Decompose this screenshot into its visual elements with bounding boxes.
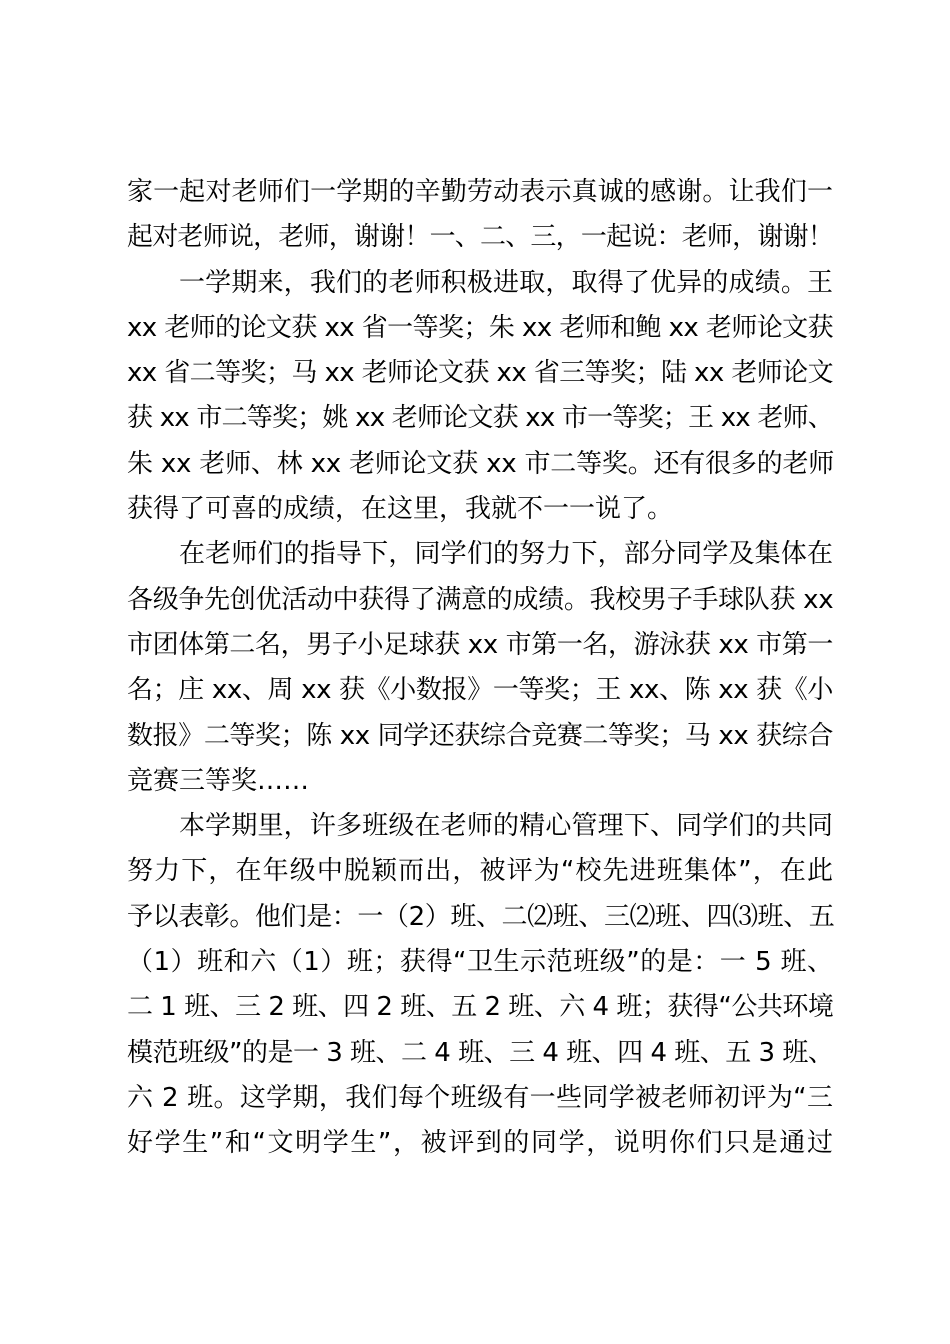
text-line: 六 2 班。这学期，我们每个班级有一些同学被老师初评为“三 <box>127 1082 833 1113</box>
text-line: 起对老师说，老师，谢谢！一、二、三，一起说：老师，谢谢！ <box>127 222 833 253</box>
text-line: 名；庄 xx、周 xx 获《小数报》一等奖；王 xx、陈 xx 获《小 <box>127 675 833 706</box>
text-line: 竞赛三等奖…… <box>127 765 310 796</box>
text-line: 获 xx 市二等奖；姚 xx 老师论文获 xx 市一等奖；王 xx 老师、 <box>127 403 833 434</box>
paragraph-first-line: 本学期里，许多班级在老师的精心管理下、同学们的共同 <box>179 811 833 842</box>
paragraph-first-line: 一学期来，我们的老师积极进取，取得了优异的成绩。王 <box>179 267 833 298</box>
text-line: 获得了可喜的成绩，在这里，我就不一一说了。 <box>127 494 674 525</box>
text-line: （1）班和六（1）班；获得“卫生示范班级”的是：一 5 班、 <box>127 947 833 978</box>
text-line: 各级争先创优活动中获得了满意的成绩。我校男子手球队获 xx <box>127 584 834 615</box>
text-line: 家一起对老师们一学期的辛勤劳动表示真诚的感谢。让我们一 <box>127 177 833 207</box>
text-line: xx 省二等奖；马 xx 老师论文获 xx 省三等奖；陆 xx 老师论文 <box>127 358 833 389</box>
text-line: 予以表彰。他们是：一（2）班、二⑵班、三⑵班、四⑶班、五 <box>127 901 835 932</box>
text-line: xx 老师的论文获 xx 省一等奖；朱 xx 老师和鲍 xx 老师论文获 <box>127 312 833 343</box>
text-line: 努力下，在年级中脱颖而出，被评为“校先进班集体”，在此 <box>127 856 833 887</box>
text-line: 市团体第二名，男子小足球获 xx 市第一名，游泳获 xx 市第一 <box>127 629 833 660</box>
text-line: 二 1 班、三 2 班、四 2 班、五 2 班、六 4 班；获得“公共环境 <box>127 992 834 1023</box>
text-line: 数报》二等奖；陈 xx 同学还获综合竞赛二等奖；马 xx 获综合 <box>127 720 833 751</box>
text-line: 朱 xx 老师、林 xx 老师论文获 xx 市二等奖。还有很多的老师 <box>127 448 835 479</box>
paragraph-first-line: 在老师们的指导下，同学们的努力下，部分同学及集体在 <box>179 539 833 570</box>
text-line: 好学生”和“文明学生”，被评到的同学，说明你们只是通过 <box>127 1128 833 1159</box>
text-line: 模范班级”的是一 3 班、二 4 班、三 4 班、四 4 班、五 3 班、 <box>127 1037 834 1068</box>
document-body <box>127 170 833 1167</box>
